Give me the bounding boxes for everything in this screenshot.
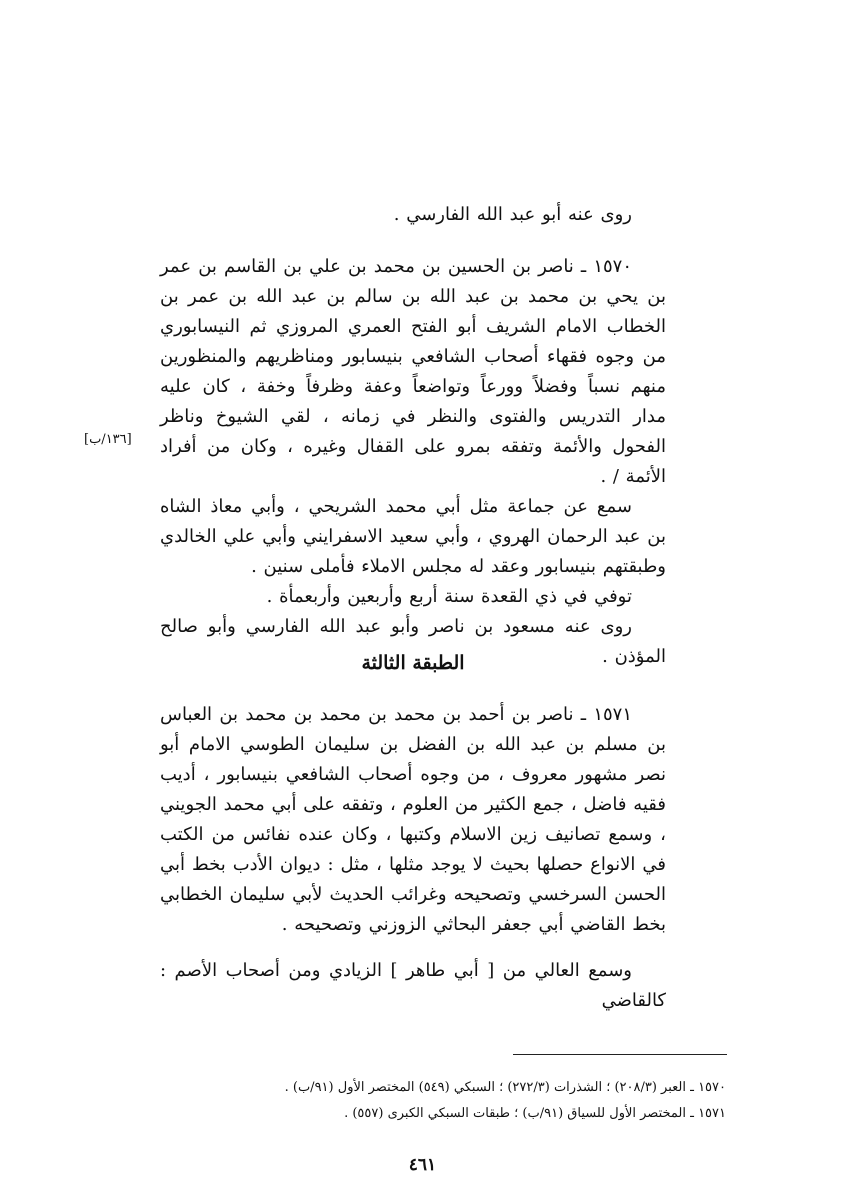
- footnotes: [150, 1075, 726, 1127]
- entry-1570-death: توفي في ذي القعدة سنة أربع وأربعين وأربعمأة .: [266, 586, 632, 607]
- entry-1570-hearing: سمع عن جماعة مثل أبي محمد الشريحي ، وأبي معاذ الشاه بن عبد الرحمان الهروي ، وأبي سعيد الاسفرايني وأبي علي الخالدي وطبقتهم بنيسابور وعقد له مجلس الاملاء فأملى سنين .: [160, 496, 666, 577]
- footnote-1571: ١٥٧١ ـ المختصر الأول للسياق (٩١/ب) ؛ طبقات السبكي الكبرى (٥٥٧) .: [344, 1106, 726, 1121]
- entry-1569-end: [160, 200, 666, 230]
- footnote-divider: [513, 1054, 727, 1055]
- entry-1571-hearing: وسمع العالي من [ أبي طاهر ] الزيادي ومن أصحاب الأصم : كالقاضي: [160, 960, 666, 1011]
- footnote-1570: ١٥٧٠ ـ العبر (٢٠٨/٣) ؛ الشذرات (٢٧٢/٣) ؛ السبكي (٥٤٩) المختصر الأول (٩١/ب) .: [284, 1080, 726, 1095]
- section-heading: الطبقة الثالثة: [361, 652, 465, 674]
- page-number: ٤٦١: [408, 1155, 437, 1175]
- entry-1570-narrators: روى عنه مسعود بن ناصر وأبو عبد الله الفارسي وأبو صالح المؤذن .: [160, 616, 666, 667]
- entry-1570-biography: ١٥٧٠ ـ ناصر بن الحسين بن محمد بن علي بن القاسم بن عمر بن يحي بن محمد بن عبد الله بن سالم بن عبد الله بن عمر بن الخطاب الامام الشريف أبو الفتح العمري المروزي ثم النيسابوري من وجوه فقهاء أصحاب الشافعي بنيسابور ومناظريهم والمنظورين منهم نسباً وفضلاً وورعاً وتواضعاً وعفة وظرفاً وخفة ، كان عليه مدار التدريس والفتوى والنظر في زمانه ، لقي الشيوخ وناظر الفحول والأئمة وتفقه بمرو على القفال وغيره ، وكان من أفراد الأئمة / .: [160, 256, 666, 487]
- manuscript-folio-note: [١٣٦/ب]: [84, 432, 132, 447]
- entry-1571: [160, 700, 666, 1016]
- entry-1571-biography: ١٥٧١ ـ ناصر بن أحمد بن محمد بن محمد بن محمد بن العباس بن مسلم بن عبد الله بن الفضل بن سليمان الطوسي الامام أبو نصر مشهور معروف ، من وجوه أصحاب الشافعي بنيسابور ، أديب فقيه فاضل ، جمع الكثير من العلوم ، وتفقه على أبي محمد الجويني ، وسمع تصانيف زين الاسلام وكتبها ، وكان عنده نفائس من الكتب في الانواع حصلها بحيث لا يوجد مثلها ، مثل : ديوان الأدب بخط أبي الحسن السرخسي وتصحيحه وغرائب الحديث لأبي سليمان الخطابي بخط القاضي أبي جعفر البحاثي الزوزني وتصحيحه .: [160, 704, 666, 935]
- narrator-line: روى عنه أبو عبد الله الفارسي .: [393, 204, 632, 225]
- entry-1570: [160, 252, 666, 672]
